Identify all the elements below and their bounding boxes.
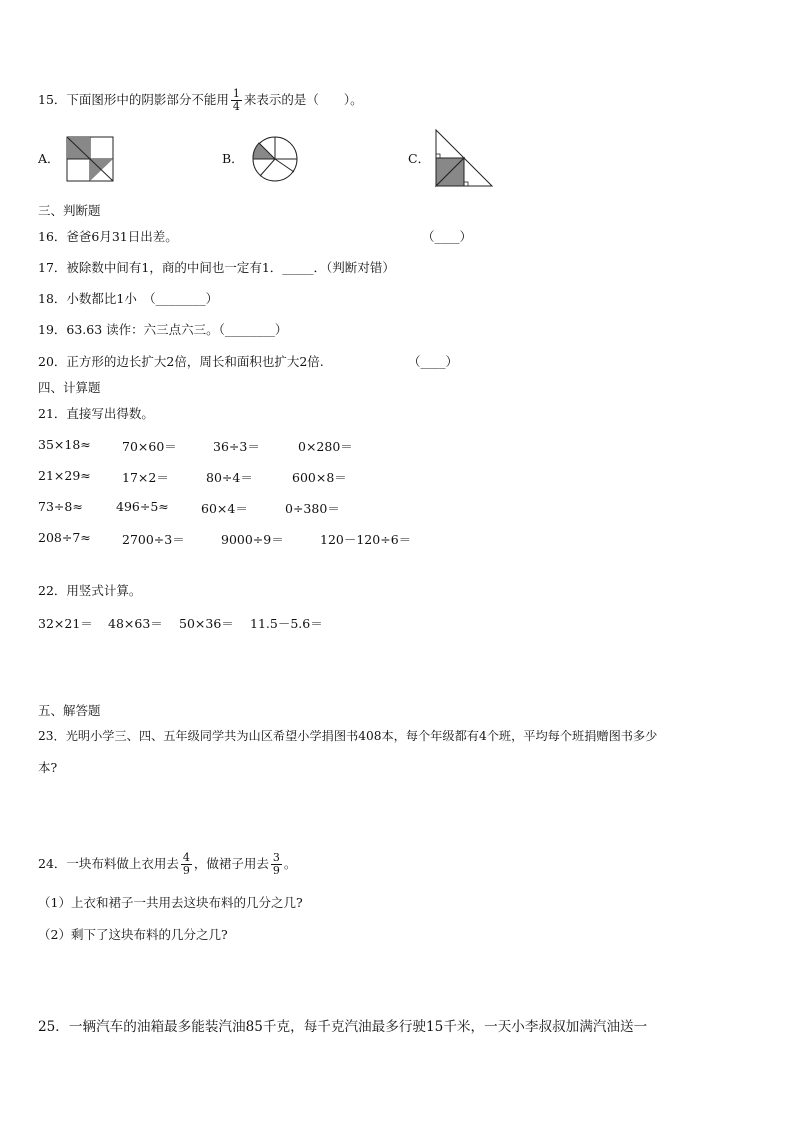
calc-item: 80÷4＝ (206, 470, 253, 485)
section-5-heading: 五、解答题 (38, 703, 101, 718)
q20: 20．正方形的边长扩大2倍，周长和面积也扩大2倍. (38, 354, 324, 369)
calc-item: 21×29≈ (38, 468, 91, 483)
calc-item: 2700÷3＝ (122, 532, 185, 547)
q15-option-c-label: C． (408, 151, 431, 166)
calc-item: 0÷380＝ (285, 501, 340, 516)
vertical-calc-item: 50×36＝ (179, 616, 234, 631)
q24-fraction-1: $\frac{4}{9}$ (182, 851, 190, 877)
q18: 18．小数都比1小 （________） (38, 291, 219, 306)
calc-item: 73÷8≈ (38, 499, 83, 514)
section-4-heading: 四、计算题 (38, 380, 101, 395)
vertical-calc-item: 32×21＝ (38, 616, 93, 631)
calc-item: 120－120÷6＝ (320, 532, 412, 547)
q25: 25．一辆汽车的油箱最多能装汽油85千克，每千克汽油最多行驶15千米，一天小李叔叔加满汽油送一 (38, 1019, 648, 1035)
q15-option-b-label: B． (222, 151, 244, 166)
q20-answer-blank: （____） (408, 354, 459, 369)
q23-line1: 23．光明小学三、四、五年级同学共为山区希望小学捐图书408本，每个年级都有4个班，平均每个班捐赠图书多少 (38, 729, 658, 743)
q23-line2: 本? (38, 760, 58, 775)
calc-item: 208÷7≈ (38, 530, 91, 545)
q17: 17．被除数中间有1，商的中间也一定有1．_____．（判断对错） (38, 260, 395, 275)
calc-item: 496÷5≈ (116, 499, 169, 514)
calc-item: 9000÷9＝ (221, 532, 284, 547)
q24-stem: 24．一块布料做上衣用去 $\frac{4}{9}$ ，做裙子用去 $\frac{3}{9}$ 。 (38, 851, 297, 877)
calc-item: 36÷3＝ (213, 439, 260, 454)
q15-option-a-figure (66, 136, 114, 182)
q15-option-a-label: A． (38, 151, 60, 166)
calc-item: 17×2＝ (122, 470, 169, 485)
q15-fraction: $\frac{1}{4}$ (232, 87, 240, 113)
calc-item: 60×4＝ (201, 501, 248, 516)
q19: 19．63.63 读作：六三点六三。（________） (38, 322, 288, 337)
q15-option-c-figure (434, 128, 496, 188)
q16-answer-blank: （____） (422, 229, 473, 244)
q16: 16．爸爸6月31日出差。 (38, 229, 178, 244)
calc-item: 70×60＝ (122, 439, 177, 454)
calc-item: 35×18≈ (38, 437, 91, 452)
calc-item: 600×8＝ (292, 470, 347, 485)
section-3-heading: 三、判断题 (38, 203, 101, 218)
q24-sub1: （1）上衣和裙子一共用去这块布料的几分之几? (38, 895, 303, 910)
calc-item: 0×280＝ (298, 439, 353, 454)
q24-sub2: （2）剩下了这块布料的几分之几? (38, 927, 228, 942)
vertical-calc-item: 11.5－5.6＝ (250, 616, 323, 631)
q15-option-b-figure (250, 135, 300, 183)
q22-title: 22．用竖式计算。 (38, 583, 142, 598)
q21-title: 21．直接写出得数。 (38, 406, 154, 421)
q24-fraction-2: $\frac{3}{9}$ (272, 851, 280, 877)
vertical-calc-item: 48×63＝ (108, 616, 163, 631)
q15-stem: 15．下面图形中的阴影部分不能用 $\frac{1}{4}$ 来表示的是（ ）。 (38, 87, 363, 113)
